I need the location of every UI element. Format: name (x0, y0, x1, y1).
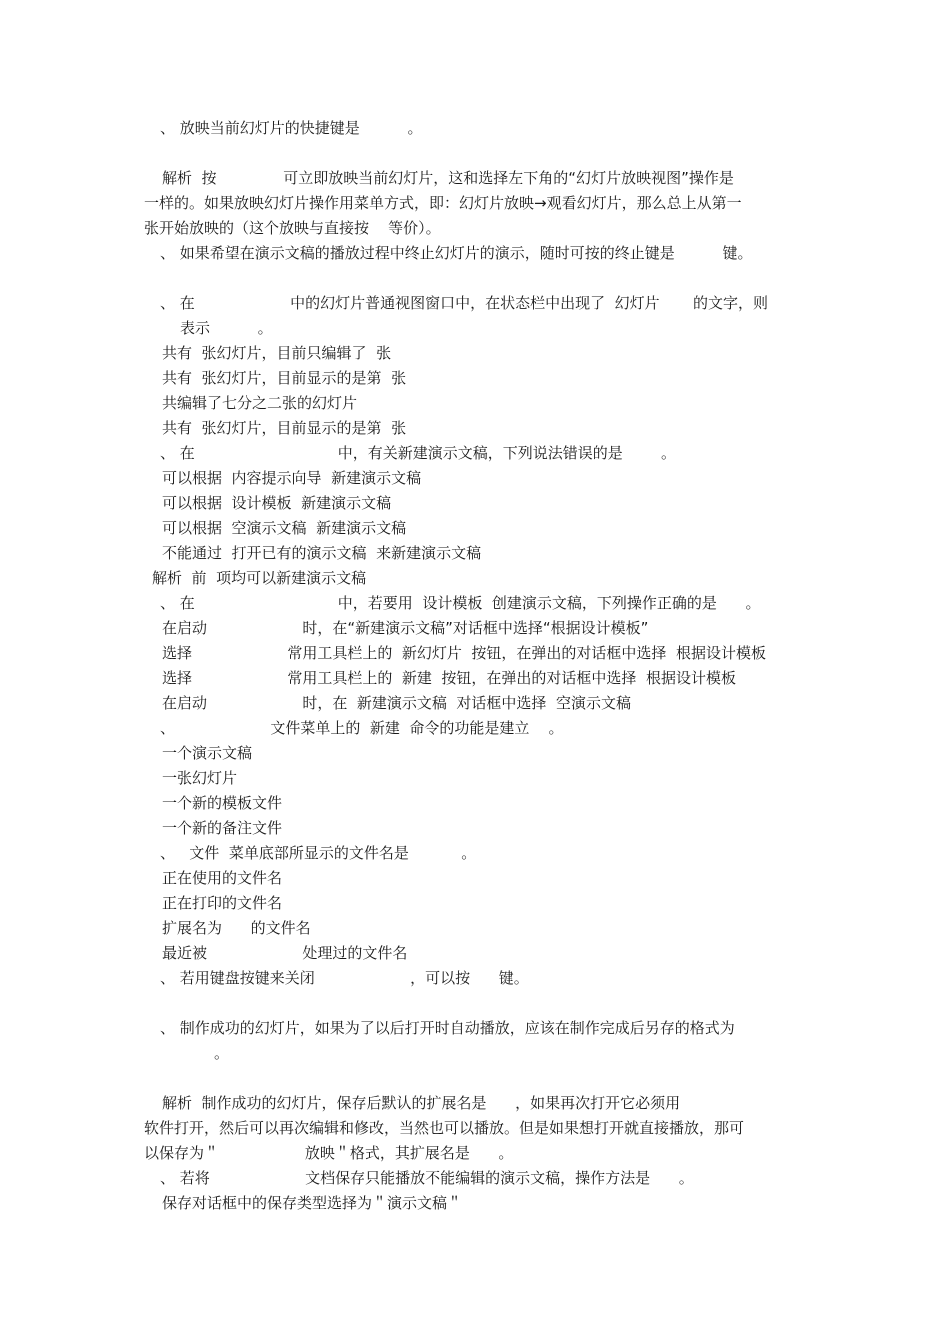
text-line-27: 一个新的备注文件 (162, 819, 283, 837)
text-line-18: 、 在 中，若要用 设计模板 创建演示文稿，下列操作正确的是 。 (160, 594, 761, 612)
text-line-39: 、 若将 文档保存只能播放不能编辑的演示文稿，操作方法是 。 (160, 1169, 694, 1187)
text-line-33: 、 若用键盘按键来关闭 ，可以按 键。 (160, 969, 529, 987)
text-line-1: 、 放映当前幻灯片的快捷键是 。 (160, 119, 423, 137)
text-line-16: 不能通过 打开已有的演示文稿 来新建演示文稿 (162, 544, 482, 562)
text-line-35: 。 (214, 1044, 230, 1062)
text-line-32: 最近被 处理过的文件名 (162, 944, 408, 962)
text-line-36: 解析 制作成功的幻灯片，保存后默认的扩展名是 ，如果再次打开它必须用 (162, 1094, 681, 1112)
text-line-26: 一个新的模板文件 (162, 794, 283, 812)
text-line-15: 可以根据 空演示文稿 新建演示文稿 (162, 519, 407, 537)
text-line-20: 选择 常用工具栏上的 新幻灯片 按钮，在弹出的对话框中选择 根据设计模板 (162, 644, 766, 662)
text-line-22: 在启动 时，在 新建演示文稿 对话框中选择 空演示文稿 (162, 694, 631, 712)
text-line-6: 、 在 中的幻灯片普通视图窗口中，在状态栏中出现了 幻灯片 的文字，则 (160, 294, 769, 312)
text-line-31: 扩展名为 的文件名 (162, 919, 311, 937)
text-line-40: 保存对话框中的保存类型选择为＂演示文稿＂ (162, 1194, 463, 1212)
text-line-24: 一个演示文稿 (162, 744, 253, 762)
text-line-23: 、 文件菜单上的 新建 命令的功能是建立 。 (160, 719, 564, 737)
text-line-25: 一张幻灯片 (162, 769, 238, 787)
text-line-7: 表示 。 (180, 319, 273, 337)
text-line-12: 、 在 中，有关新建演示文稿，下列说法错误的是 。 (160, 444, 676, 462)
text-line-10: 共编辑了七分之二张的幻灯片 (162, 394, 358, 412)
text-line-21: 选择 常用工具栏上的 新建 按钮，在弹出的对话框中选择 根据设计模板 (162, 669, 736, 687)
text-line-19: 在启动 时，在“新建演示文稿”对话框中选择“根据设计模板” (162, 619, 649, 637)
text-line-11: 共有 张幻灯片，目前显示的是第 张 (162, 419, 407, 437)
text-line-8: 共有 张幻灯片，目前只编辑了 张 (162, 344, 392, 362)
text-line-28: 、 文件 菜单底部所显示的文件名是 。 (160, 844, 477, 862)
text-line-13: 可以根据 内容提示向导 新建演示文稿 (162, 469, 422, 487)
text-line-3: 一样的。如果放映幻灯片操作用菜单方式，即：幻灯片放映→观看幻灯片，那么总上从第一 (144, 194, 742, 212)
text-line-38: 以保存为＂ 放映＂格式，其扩展名是 。 (144, 1144, 514, 1162)
text-line-9: 共有 张幻灯片，目前显示的是第 张 (162, 369, 407, 387)
text-line-5: 、 如果希望在演示文稿的播放过程中终止幻灯片的演示，随时可按的终止键是 键。 (160, 244, 753, 262)
text-line-14: 可以根据 设计模板 新建演示文稿 (162, 494, 392, 512)
text-line-4: 张开始放映的（这个放映与直接按 等价）。 (144, 219, 441, 237)
text-line-17: 解析 前 项均可以新建演示文稿 (152, 569, 367, 587)
text-line-29: 正在使用的文件名 (162, 869, 283, 887)
text-line-30: 正在打印的文件名 (162, 894, 283, 912)
text-line-2: 解析 按 可立即放映当前幻灯片，这和选择左下角的“幻灯片放映视图”操作是 (162, 169, 734, 187)
text-line-34: 、 制作成功的幻灯片，如果为了以后打开时自动播放，应该在制作完成后另存的格式为 (160, 1019, 735, 1037)
text-line-37: 软件打开，然后可以再次编辑和修改，当然也可以播放。但是如果想打开就直接播放，那可 (144, 1119, 745, 1137)
